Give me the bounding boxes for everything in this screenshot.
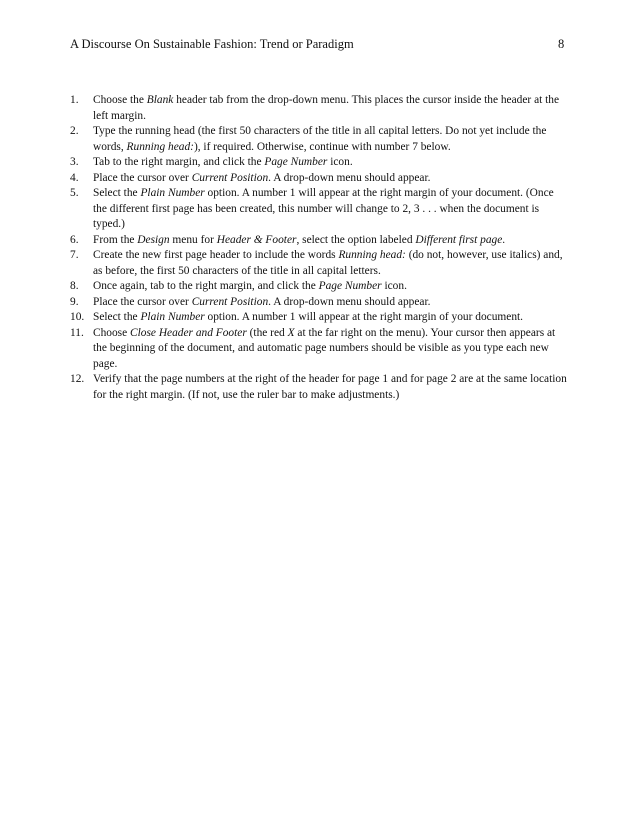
italic-text: Page Number — [264, 156, 328, 168]
list-item-number: 2. — [70, 125, 79, 137]
italic-text: Page Number — [318, 280, 382, 292]
page-number: 8 — [558, 37, 565, 51]
italic-text: Header & Footer — [216, 233, 297, 246]
text-run: Choose the — [93, 94, 147, 106]
list-item-number: 9. — [70, 295, 79, 308]
italic-text: Current Position — [191, 295, 269, 308]
text-run: Verify that the page numbers at the right of the header for page 1 and for page 2 are at the same location for the right margin. (If not, use the ruler bar to make adjustments.) — [93, 373, 567, 401]
list-item-text — [93, 125, 546, 153]
text-run: header tab from the drop-down menu. This places the cursor inside the header at the left margin. — [93, 94, 560, 122]
italic-text: Design — [137, 233, 170, 246]
list-item — [70, 248, 570, 279]
list-item-number: 10. — [70, 311, 85, 323]
list-item-number: 4. — [70, 171, 79, 184]
list-item — [70, 155, 570, 171]
italic-text: Blank — [146, 94, 174, 106]
text-run: Once again, tab to the right margin, and click the — [93, 280, 319, 292]
text-run: at the far right on the menu). Your cursor then appears at the beginning of the document, and automatic page numbers should be visible as you type each new page. — [93, 326, 556, 370]
list-item-text — [93, 234, 505, 246]
text-run: (the red — [246, 326, 288, 339]
list-item-text — [93, 327, 555, 370]
list-item-number: 12. — [70, 373, 85, 385]
list-item-number: 7. — [70, 249, 79, 261]
list-item — [70, 124, 570, 155]
italic-text: Current Position — [191, 171, 269, 184]
italic-text: Running head: — [338, 249, 406, 261]
text-run: Create the new first page header to include the words — [93, 249, 339, 261]
italic-text: Running head: — [126, 140, 194, 153]
italic-text: Plain Number — [140, 311, 205, 323]
running-head: A Discourse On Sustainable Fashion: Trend or Paradigm — [70, 37, 354, 51]
text-run: From the — [93, 233, 138, 246]
italic-text: Plain Number — [140, 187, 205, 199]
text-run: , select the option labeled — [296, 233, 416, 246]
text-run: Place the cursor over — [93, 171, 192, 184]
list-item-number: 3. — [70, 156, 79, 168]
list-item-number: 5. — [70, 187, 79, 199]
list-item-text — [93, 94, 559, 122]
list-item-text — [93, 187, 554, 230]
list-item-text — [93, 311, 523, 323]
list-item-text — [93, 249, 563, 277]
text-run: menu for — [169, 233, 217, 246]
italic-text: Different first page — [415, 233, 503, 246]
list-item — [70, 326, 570, 373]
text-run: Place the cursor over — [93, 295, 192, 308]
text-run: Select the — [93, 187, 141, 199]
instruction-list — [70, 93, 570, 403]
text-run: icon. — [327, 156, 353, 168]
text-run: Choose — [93, 326, 131, 339]
list-item-text — [93, 156, 353, 168]
text-run: Tab to the right margin, and click the — [93, 156, 265, 168]
text-run: icon. — [381, 280, 407, 292]
list-item-number: 1. — [70, 94, 79, 106]
list-item — [70, 310, 570, 326]
text-run: ), if required. Otherwise, continue with number 7 below. — [193, 140, 451, 153]
text-run: Type the running head (the first 50 characters of the title in all capital letters. Do not yet include the words, — [93, 125, 547, 153]
list-item — [70, 295, 570, 311]
list-item-number: 8. — [70, 280, 79, 292]
text-run: Select the — [93, 311, 141, 323]
list-item — [70, 93, 570, 124]
text-run: (do not, however, use italics) and, as before, the first 50 characters of the title in all capital letters. — [93, 249, 563, 277]
text-run: . — [502, 233, 506, 246]
italic-text: X — [287, 326, 295, 339]
list-item — [70, 372, 570, 403]
list-item — [70, 186, 570, 233]
list-item — [70, 233, 570, 249]
list-item-text — [93, 280, 407, 292]
list-item-text — [93, 296, 430, 308]
text-run: option. A number 1 will appear at the right margin of your document. — [204, 311, 524, 323]
list-item — [70, 279, 570, 295]
list-item-text — [93, 373, 567, 401]
list-item-text — [93, 172, 430, 184]
text-run: . A drop-down menu should appear. — [268, 295, 431, 308]
text-run: option. A number 1 will appear at the right margin of your document. (Once the different first page has been created, this number will change to 2, 3 . . . when the document is typed.) — [93, 187, 554, 230]
list-item-number: 11. — [70, 326, 84, 339]
italic-text: Close Header and Footer — [130, 326, 247, 339]
text-run: . A drop-down menu should appear. — [268, 171, 431, 184]
list-item — [70, 171, 570, 187]
list-item-number: 6. — [70, 233, 79, 246]
